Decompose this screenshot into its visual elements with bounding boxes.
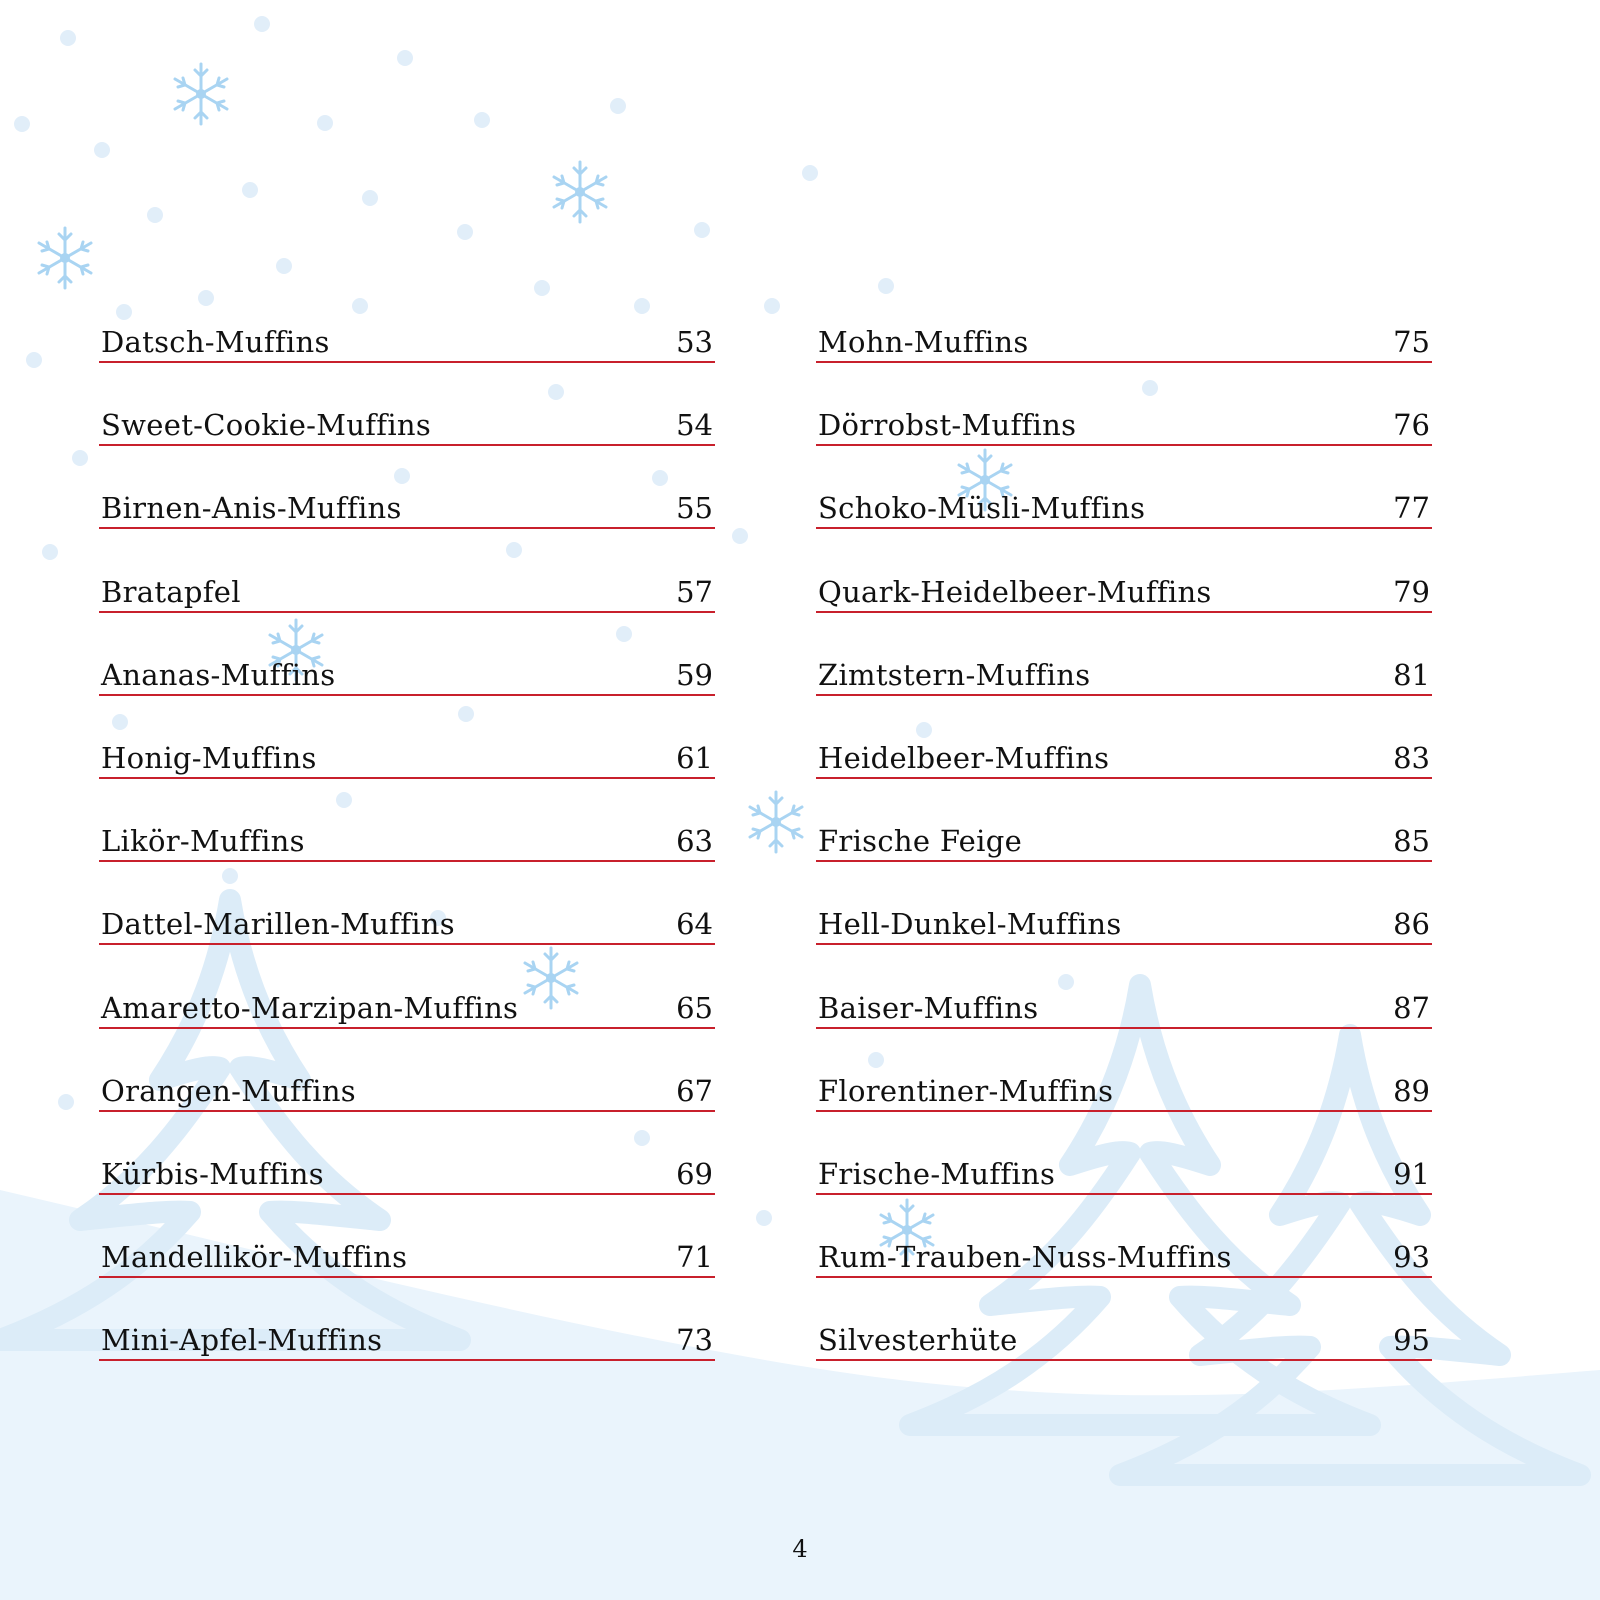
entry-title: Baiser-Muffins <box>818 990 1039 1025</box>
entry-rule <box>99 1110 715 1112</box>
entry-rule <box>99 694 715 696</box>
entry-page-number: 91 <box>1393 1156 1430 1191</box>
entry-rule <box>816 361 1432 363</box>
entry-page-number: 85 <box>1393 824 1430 859</box>
page-number: 4 <box>792 1535 808 1563</box>
toc-entry[interactable] <box>99 644 715 727</box>
toc-entry[interactable] <box>99 394 715 477</box>
entry-page-number: 87 <box>1393 990 1430 1025</box>
entry-title: Dörrobst-Muffins <box>818 408 1077 443</box>
entry-title: Frische-Muffins <box>818 1156 1056 1191</box>
entry-title: Orangen-Muffins <box>101 1073 356 1108</box>
snowflake-icon <box>175 64 227 124</box>
entry-page-number: 93 <box>1393 1240 1430 1275</box>
entry-rule <box>816 527 1432 529</box>
entry-page-number: 63 <box>676 824 713 859</box>
snowflake-icon <box>554 162 606 222</box>
entry-title: Heidelbeer-Muffins <box>818 740 1110 775</box>
entry-page-number: 55 <box>676 491 713 526</box>
entry-rule <box>99 611 715 613</box>
entry-page-number: 83 <box>1393 740 1430 775</box>
entry-page-number: 95 <box>1393 1323 1430 1358</box>
toc-entry[interactable] <box>99 1060 715 1143</box>
entry-rule <box>99 361 715 363</box>
toc-entry[interactable] <box>816 977 1432 1060</box>
entry-page-number: 61 <box>676 740 713 775</box>
entry-title: Datsch-Muffins <box>101 325 330 359</box>
toc-entry[interactable] <box>99 1143 715 1226</box>
toc-entry[interactable] <box>99 477 715 560</box>
entry-page-number: 77 <box>1393 491 1430 526</box>
toc-column-right <box>816 311 1432 1392</box>
entry-title: Florentiner-Muffins <box>818 1073 1114 1108</box>
entry-rule <box>99 527 715 529</box>
entry-rule <box>816 1027 1432 1029</box>
toc-entry[interactable] <box>99 1226 715 1309</box>
entry-title: Mohn-Muffins <box>818 325 1029 359</box>
entry-title: Quark-Heidelbeer-Muffins <box>818 574 1212 609</box>
toc-entry[interactable] <box>816 893 1432 976</box>
entry-title: Silvesterhüte <box>818 1323 1018 1358</box>
toc-entry[interactable] <box>816 1226 1432 1309</box>
toc-entry[interactable] <box>99 1309 715 1392</box>
toc-column-left <box>99 311 715 1392</box>
entry-page-number: 73 <box>676 1323 713 1358</box>
entry-page-number: 79 <box>1393 574 1430 609</box>
toc-entry[interactable] <box>816 1060 1432 1143</box>
entry-rule <box>816 1276 1432 1278</box>
entry-page-number: 53 <box>676 325 713 359</box>
toc-entry[interactable] <box>816 1309 1432 1392</box>
entry-title: Hell-Dunkel-Muffins <box>818 907 1122 942</box>
entry-title: Dattel-Marillen-Muffins <box>101 907 455 942</box>
entry-title: Kürbis-Muffins <box>101 1156 324 1191</box>
toc-entry[interactable] <box>99 311 715 394</box>
toc-entry[interactable] <box>99 810 715 893</box>
toc-entry[interactable] <box>816 810 1432 893</box>
entry-title: Honig-Muffins <box>101 740 317 775</box>
entry-page-number: 86 <box>1393 907 1430 942</box>
entry-page-number: 76 <box>1393 408 1430 443</box>
entry-rule <box>816 1359 1432 1361</box>
entry-page-number: 71 <box>676 1240 713 1275</box>
entry-rule <box>99 1359 715 1361</box>
snowflake-icon <box>750 792 802 852</box>
entry-title: Likör-Muffins <box>101 824 305 859</box>
toc-entry[interactable] <box>816 1143 1432 1226</box>
entry-rule <box>816 1193 1432 1195</box>
toc-entry[interactable] <box>99 977 715 1060</box>
entry-page-number: 69 <box>676 1156 713 1191</box>
entry-page-number: 75 <box>1393 325 1430 359</box>
entry-page-number: 81 <box>1393 657 1430 692</box>
entry-title: Ananas-Muffins <box>101 657 336 692</box>
entry-rule <box>816 943 1432 945</box>
entry-rule <box>816 611 1432 613</box>
toc-entry[interactable] <box>99 561 715 644</box>
entry-rule <box>99 1193 715 1195</box>
entry-title: Rum-Trauben-Nuss-Muffins <box>818 1240 1232 1275</box>
entry-rule <box>99 1027 715 1029</box>
entry-rule <box>99 943 715 945</box>
entry-rule <box>99 777 715 779</box>
entry-rule <box>816 777 1432 779</box>
entry-page-number: 89 <box>1393 1073 1430 1108</box>
entry-title: Zimtstern-Muffins <box>818 657 1091 692</box>
entry-rule <box>816 1110 1432 1112</box>
entry-page-number: 59 <box>676 657 713 692</box>
entry-title: Schoko-Müsli-Muffins <box>818 491 1146 526</box>
entry-title: Birnen-Anis-Muffins <box>101 491 402 526</box>
toc-entry[interactable] <box>99 727 715 810</box>
entry-title: Bratapfel <box>101 574 241 609</box>
entry-title: Mandellikör-Muffins <box>101 1240 408 1275</box>
entry-title: Frische Feige <box>818 824 1023 859</box>
toc-entry[interactable] <box>816 477 1432 560</box>
snowflake-icon <box>39 228 91 288</box>
toc-entry[interactable] <box>816 727 1432 810</box>
entry-rule <box>816 860 1432 862</box>
toc-entry[interactable] <box>816 644 1432 727</box>
entry-rule <box>99 860 715 862</box>
entry-page-number: 57 <box>676 574 713 609</box>
entry-page-number: 65 <box>676 990 713 1025</box>
entry-title: Mini-Apfel-Muffins <box>101 1323 383 1358</box>
entry-page-number: 67 <box>676 1073 713 1108</box>
entry-title: Sweet-Cookie-Muffins <box>101 408 432 443</box>
toc-entry[interactable] <box>816 561 1432 644</box>
entry-rule <box>99 1276 715 1278</box>
toc-entry[interactable] <box>816 394 1432 477</box>
entry-rule <box>816 694 1432 696</box>
entry-title: Amaretto-Marzipan-Muffins <box>101 990 519 1025</box>
entry-page-number: 54 <box>676 408 713 443</box>
entry-rule <box>99 444 715 446</box>
entry-page-number: 64 <box>676 907 713 942</box>
toc-entry[interactable] <box>99 893 715 976</box>
entry-rule <box>816 444 1432 446</box>
toc-entry[interactable] <box>816 311 1432 394</box>
